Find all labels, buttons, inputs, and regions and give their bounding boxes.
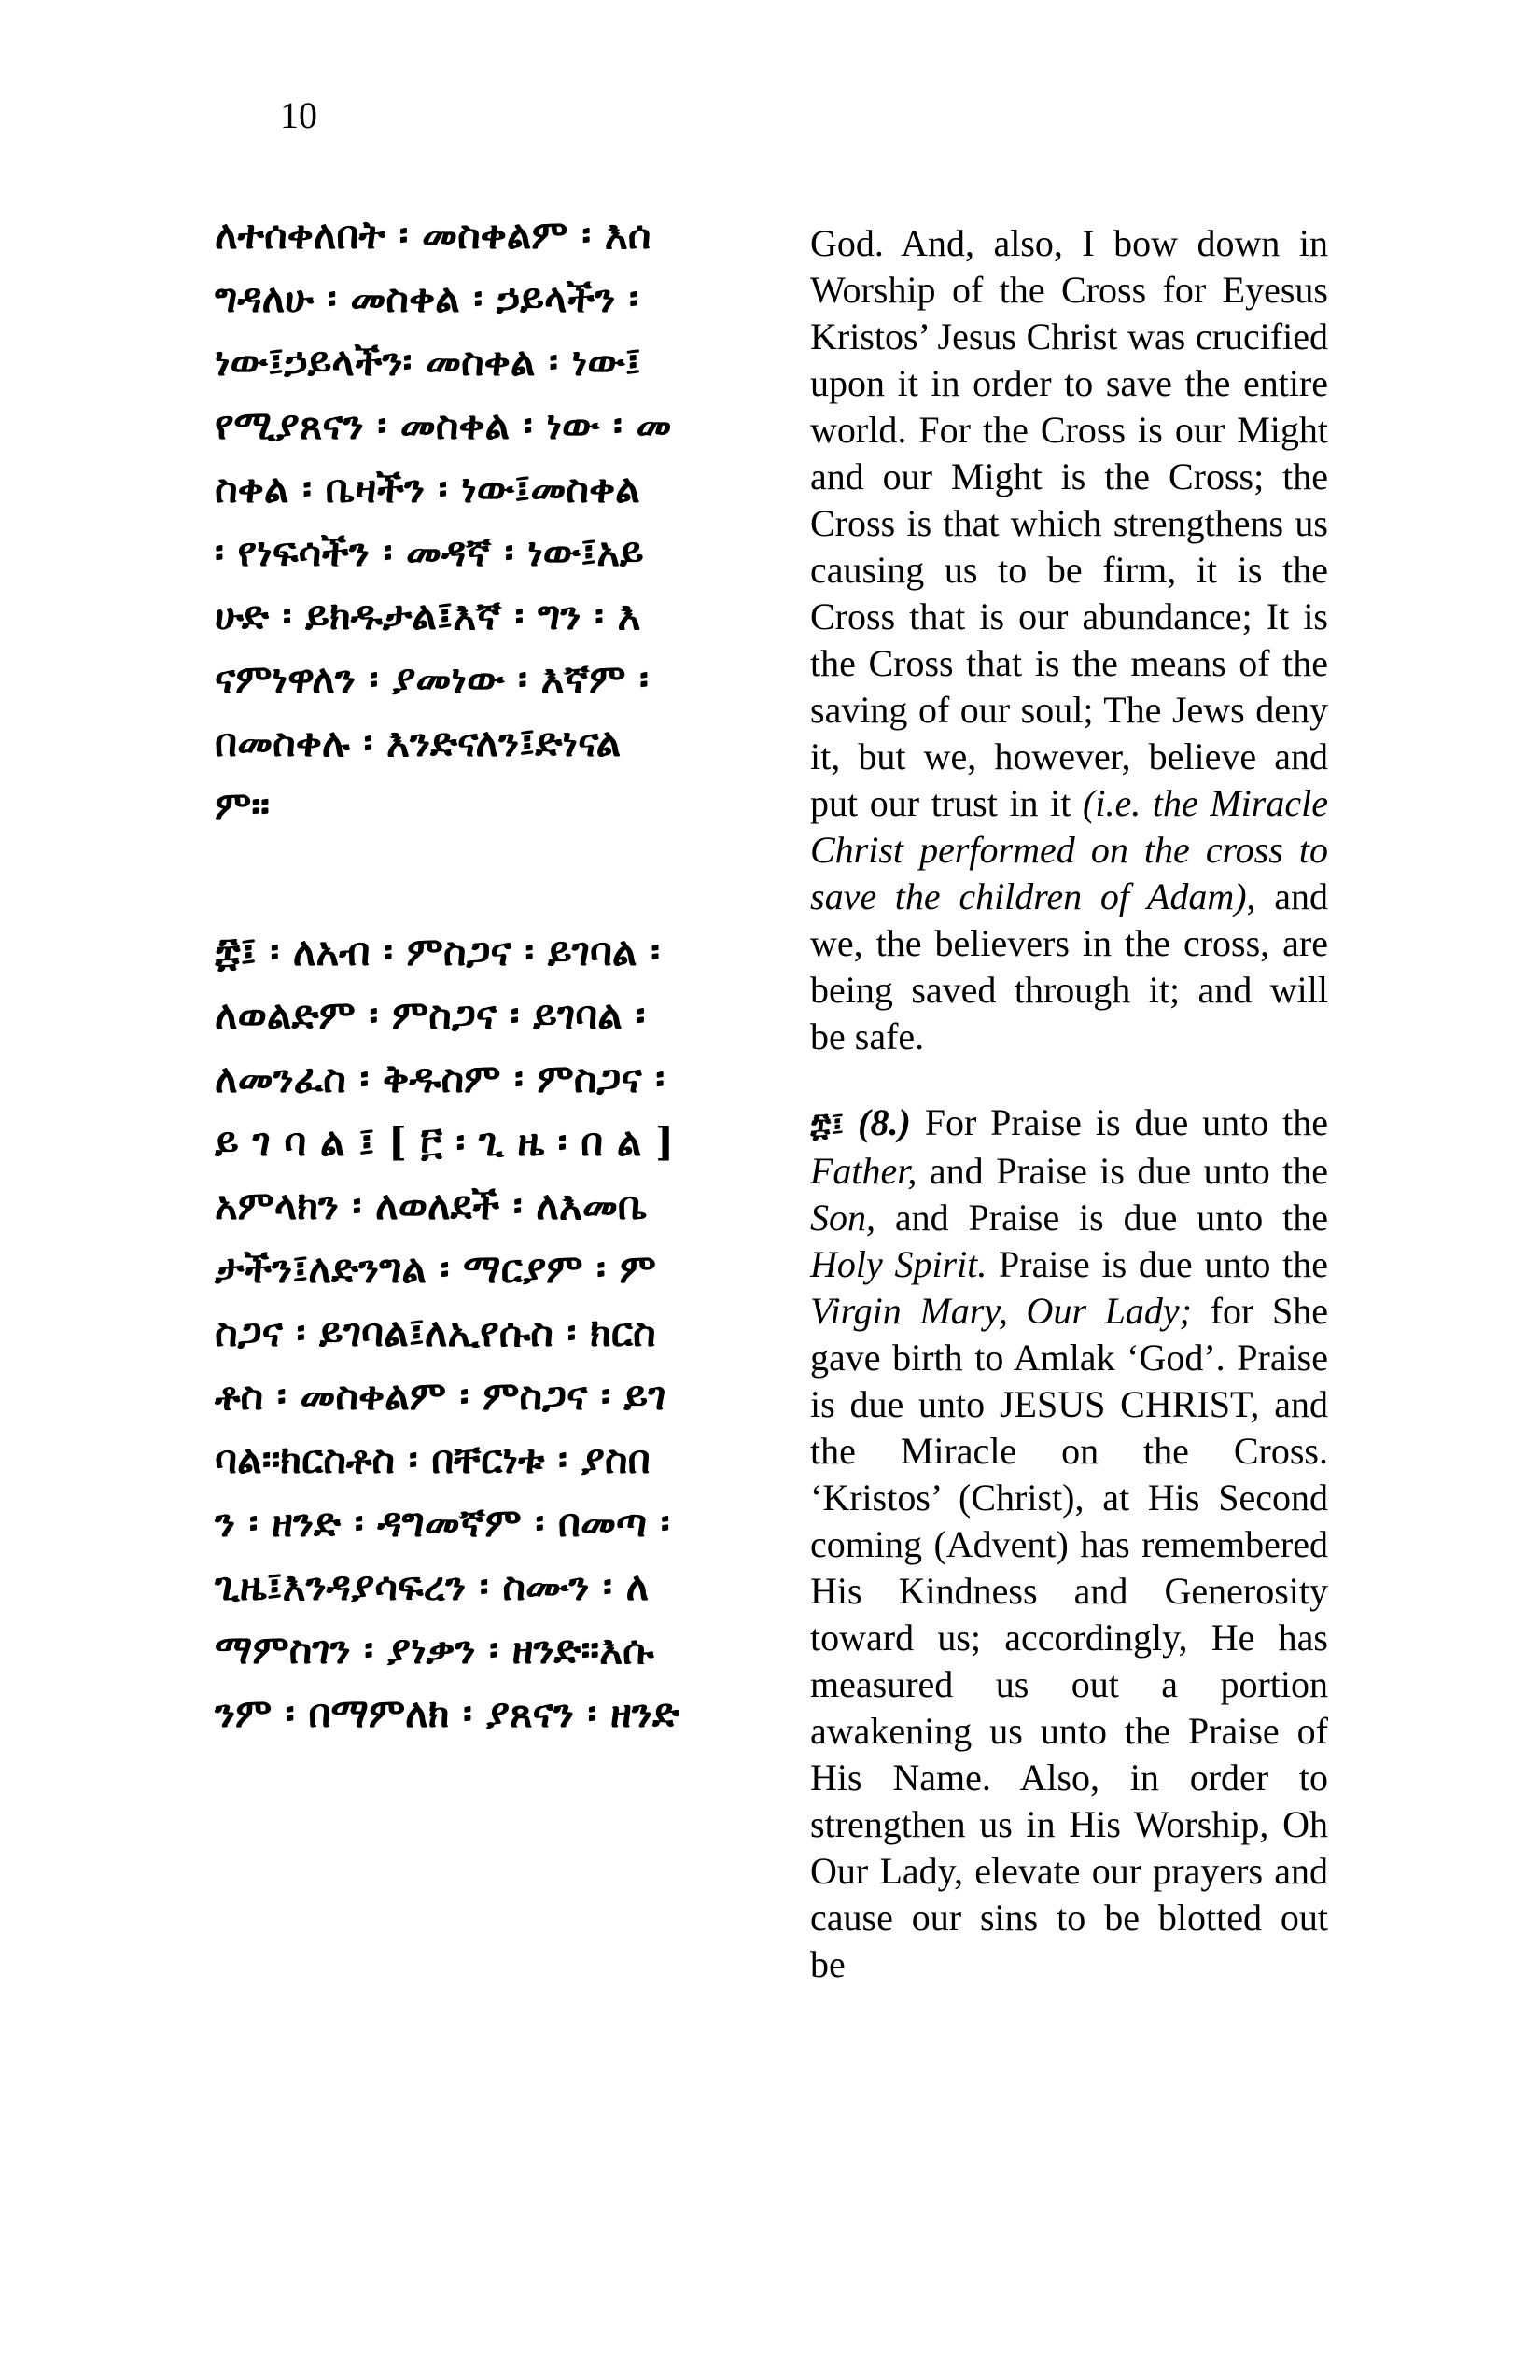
geez-line: ባል።ክርስቶስ ፡ በቸርነቱ ፡ ያስበ xyxy=(215,1436,651,1482)
verse-number: ፰፤ xyxy=(810,1106,845,1143)
english-column xyxy=(810,220,1328,1988)
english-p2-text: and Praise is due unto the xyxy=(875,1197,1328,1239)
geez-line: ስጋና ፡ ይገባል፤ለኢየሱስ ፡ ክርስ xyxy=(215,1309,656,1355)
geez-line: ታችን፤ለድንግል ፡ ማርያም ፡ ም xyxy=(215,1246,656,1292)
geez-line: ለተሰቀለበት ፡ መስቀልም ፡ እሰ xyxy=(215,212,651,258)
geez-column xyxy=(215,203,775,1745)
geez-line: ፡ የነፍሳችን ፡ መዳኛ ፡ ነው፤አይ xyxy=(215,529,644,575)
geez-line: ስቀል ፡ ቤዛችን ፡ ነው፤መስቀል xyxy=(215,466,640,511)
english-p1-text: God. And, also, I bow down in Worship of the Cross for Eyesus Kristos’ Jesus Christ was crucified upon it in order to save the entire world. For the Cross is our Might and our Might is the Cross; the Cross is that which strengthens us causing us to be firm, it is the Cross that is our abundance; It is the Cross that is the means of the saving of our soul; The Jews deny it, but we, however, believe and put our trust in it xyxy=(810,222,1328,824)
geez-line: ማምስገን ፡ ያነቃን ፡ ዘንድ።እሱ xyxy=(215,1627,654,1673)
geez-line: ነው፤ኃይላችን፡ መስቀል ፡ ነው፤ xyxy=(215,339,641,385)
geez-line: ይ ገ ባ ል ፤ [ ፫ ፡ ጊ ዜ ፡ በ ል ] xyxy=(215,1119,674,1165)
geez-line: ናምነዋለን ፡ ያመነው ፡ እኛም ፡ xyxy=(215,656,649,702)
geez-line: ቶስ ፡ መስቀልም ፡ ምስጋና ፡ ይገ xyxy=(215,1373,666,1419)
geez-line: ሁድ ፡ ይክዱታል፤እኛ ፡ ግን ፡ እ xyxy=(215,593,641,638)
geez-block-1 xyxy=(215,203,775,838)
english-p2-text: Praise is due unto the xyxy=(987,1243,1328,1285)
english-paragraph-1 xyxy=(810,220,1328,1060)
geez-line: ግዳለሁ ፡ መስቀል ፡ ኃይላችን ፡ xyxy=(215,275,638,321)
geez-line: ንም ፡ በማምለክ ፡ ያጸናን ፡ ዘንድ xyxy=(215,1690,679,1736)
geez-line: ጊዜ፤እንዳያሳፍረን ፡ ስሙን ፡ ለ xyxy=(215,1563,650,1609)
english-p2-text: For Praise is due unto the xyxy=(910,1101,1329,1143)
geez-line: የሚያጸናን ፡ መስቀል ፡ ነው ፡ መ xyxy=(215,402,672,448)
english-p1-italic: (i.e. the Miracle Christ performed on the cross to save the children of Adam) xyxy=(810,782,1328,917)
geez-line: ለወልድም ፡ ምስጋና ፡ ይገባል ፡ xyxy=(215,992,646,1038)
geez-line: ም። xyxy=(215,783,270,829)
geez-line: ለመንፈስ ፡ ቅዱስም ፡ ምስጋና ፡ xyxy=(215,1056,665,1101)
english-p2-text: and Praise is due unto the xyxy=(917,1150,1328,1192)
english-p1-text-end: , and we, the believers in the cross, are being saved through it; and will be safe. xyxy=(810,875,1328,1057)
geez-line: ፰፤ ፡ ለአብ ፡ ምስጋና ፡ ይገባል ፡ xyxy=(215,929,661,974)
english-p2-father: Father, xyxy=(810,1150,917,1192)
english-p2-text: for She gave birth to Amlak ‘God’. Praise is due unto JESUS CHRIST, and the Miracle on the Cross. ‘Kristos’ (Christ), at His Second coming (Advent) has remembered His Kindness and Generosity toward us; accordingly, He has measured us out a portion awakening us unto the Praise of His Name. Also, in order to strengthen us in His Worship, Oh Our Lady, elevate our prayers and cause our sins to be blotted out be xyxy=(810,1290,1329,1985)
geez-line: በመስቀሉ ፡ እንድናለን፤ድነናል xyxy=(215,720,622,765)
english-p2-holy-spirit: Holy Spirit. xyxy=(810,1243,987,1285)
page-number: 10 xyxy=(280,94,317,136)
geez-block-2 xyxy=(215,920,775,1745)
english-p2-son: Son, xyxy=(810,1197,875,1239)
verse-label: (8.) xyxy=(858,1101,911,1143)
english-paragraph-2 xyxy=(810,1099,1328,1988)
english-p2-virgin-mary: Virgin Mary, Our Lady; xyxy=(810,1290,1193,1332)
geez-line: ን ፡ ዘንድ ፡ ዳግመኛም ፡ በመጣ ፡ xyxy=(215,1500,670,1546)
geez-line: አምላክን ፡ ለወለደች ፡ ለእመቤ xyxy=(215,1183,648,1228)
